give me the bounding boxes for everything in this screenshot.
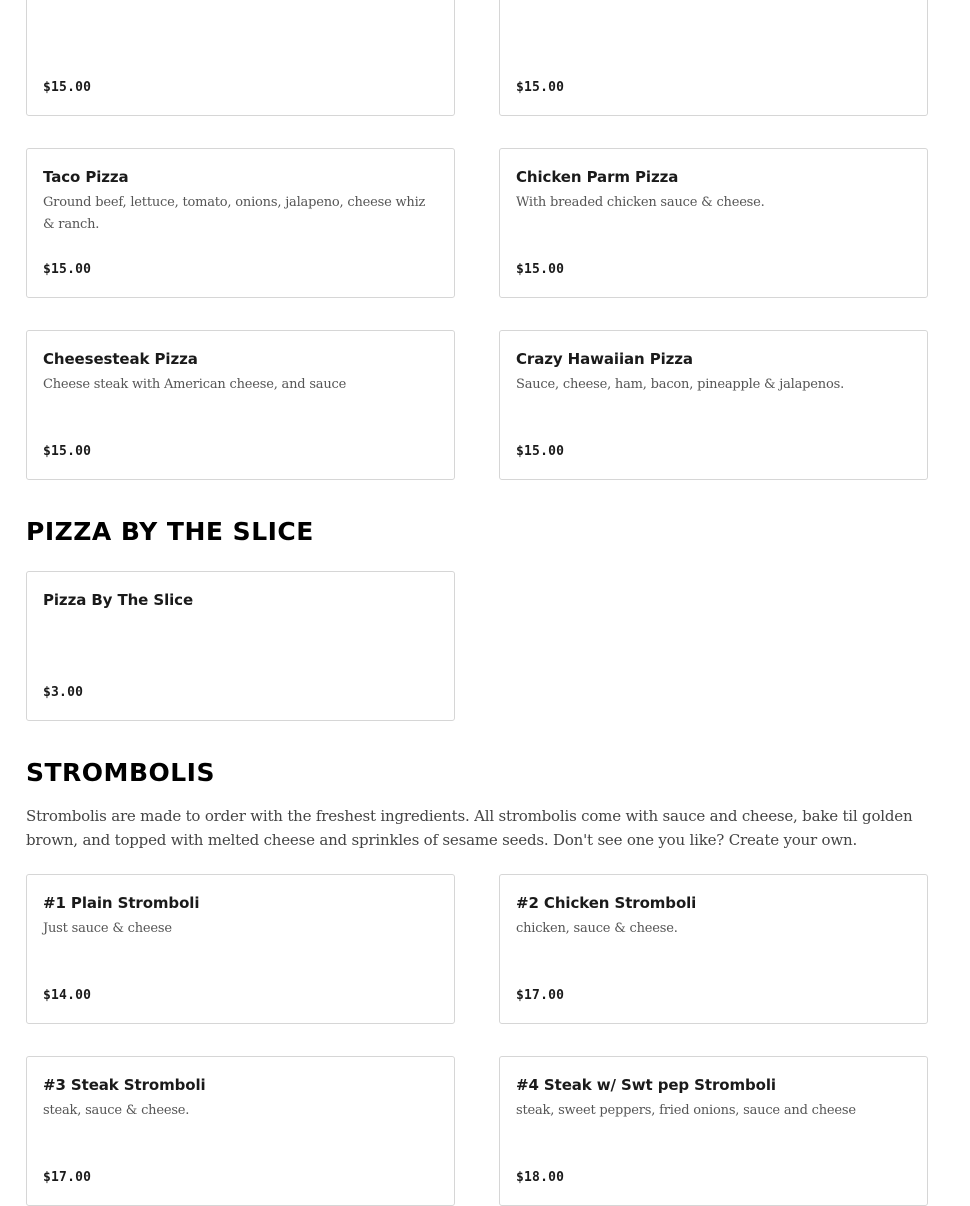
menu-item-card-steak-sweet-pepper-stromboli[interactable] — [499, 1056, 928, 1206]
section-title-strombolis: STROMBOLIS — [26, 758, 215, 787]
menu-item-card-chicken-parm-pizza[interactable] — [499, 148, 928, 298]
menu-item-name: #3 Steak Stromboli — [43, 1076, 206, 1094]
menu-item-card-steak-stromboli[interactable] — [26, 1056, 455, 1206]
menu-item-price: $15.00 — [43, 262, 92, 277]
specialty-pizza-grid — [26, 0, 928, 480]
menu-item-price: $15.00 — [516, 444, 565, 459]
menu-item-card-chicken-stromboli[interactable] — [499, 874, 928, 1024]
section-title-pizza-by-the-slice: PIZZA BY THE SLICE — [26, 517, 314, 546]
menu-item-description: chicken, sauce & cheese. — [516, 921, 678, 936]
menu-item-name: #2 Chicken Stromboli — [516, 894, 697, 912]
menu-item-card-cheesesteak-pizza[interactable] — [26, 330, 455, 480]
menu-item-description: Ground beef, lettuce, tomato, onions, jalapeno, cheese whiz & ranch. — [43, 195, 426, 232]
menu-item-price: $18.00 — [516, 1170, 565, 1185]
menu-item-card-pizza-by-the-slice[interactable] — [26, 571, 455, 721]
menu-item-price: $17.00 — [516, 988, 565, 1003]
menu-item-name: Chicken Parm Pizza — [516, 168, 679, 186]
menu-item-price: $15.00 — [516, 262, 565, 277]
menu-item-description: With breaded chicken sauce & cheese. — [516, 195, 765, 210]
menu-item-price: $3.00 — [43, 685, 84, 700]
menu-item-price: $17.00 — [43, 1170, 92, 1185]
menu-item-price: $14.00 — [43, 988, 92, 1003]
menu-item-card[interactable] — [499, 0, 928, 116]
menu-item-card[interactable] — [26, 0, 455, 116]
menu-item-name: #4 Steak w/ Swt pep Stromboli — [516, 1076, 776, 1094]
menu-item-price: $15.00 — [43, 80, 92, 95]
menu-item-description: Just sauce & cheese — [43, 921, 172, 936]
menu-item-price: $15.00 — [43, 444, 92, 459]
menu-item-name: #1 Plain Stromboli — [43, 894, 200, 912]
menu-item-card-crazy-hawaiian-pizza[interactable] — [499, 330, 928, 480]
menu-item-price: $15.00 — [516, 80, 565, 95]
menu-item-description: steak, sauce & cheese. — [43, 1103, 190, 1118]
menu-item-card-taco-pizza[interactable] — [26, 148, 455, 298]
menu-item-description: Cheese steak with American cheese, and sauce — [43, 377, 347, 392]
menu-item-description: Sauce, cheese, ham, bacon, pineapple & jalapenos. — [516, 377, 845, 392]
menu-item-name: Pizza By The Slice — [43, 591, 194, 609]
slice-grid — [26, 571, 928, 721]
strombolis-grid — [26, 874, 928, 1206]
menu-item-card-plain-stromboli[interactable] — [26, 874, 455, 1024]
menu-item-name: Crazy Hawaiian Pizza — [516, 350, 693, 368]
menu-item-name: Cheesesteak Pizza — [43, 350, 198, 368]
menu-item-name: Taco Pizza — [43, 168, 129, 186]
section-description-strombolis: Strombolis are made to order with the freshest ingredients. All strombolis come with sauce and cheese, bake til golden brown, and topped with melted cheese and sprinkles of sesame seeds. Don't see one you like? Create your own. — [26, 807, 913, 849]
menu-item-description: steak, sweet peppers, fried onions, sauce and cheese — [516, 1103, 856, 1118]
